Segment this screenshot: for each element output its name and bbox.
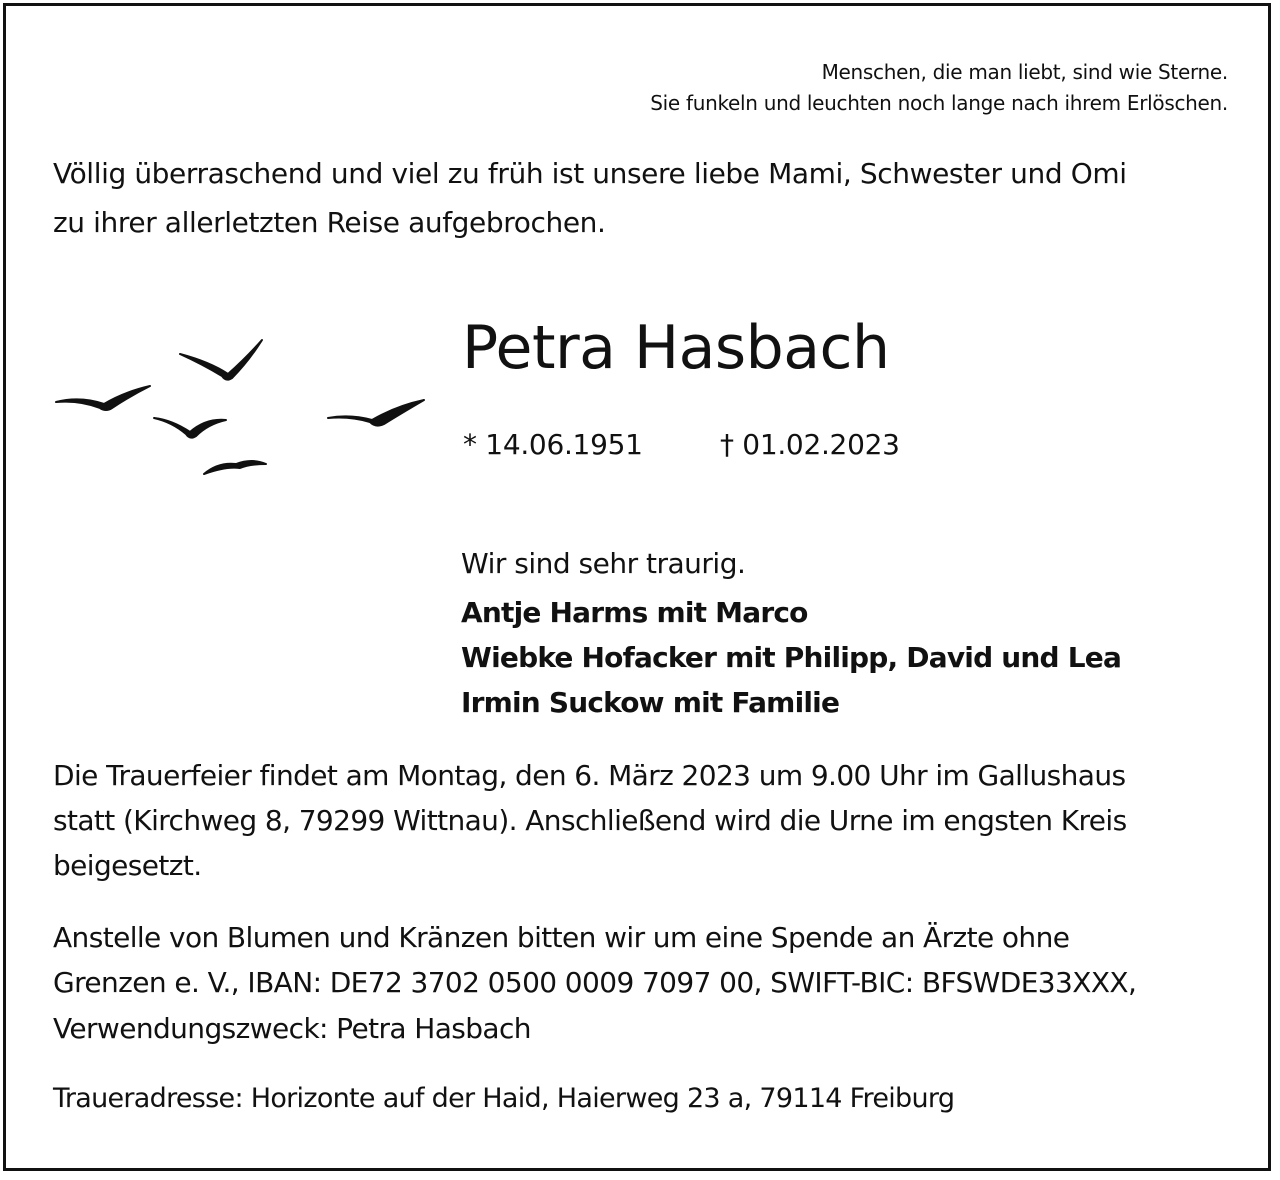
flying-birds-icon	[50, 330, 440, 490]
mourning-statement: Wir sind sehr traurig.	[461, 547, 746, 580]
intro-line: Völlig überraschend und viel zu früh ist unsere liebe Mami, Schwester und Omi	[53, 157, 1127, 190]
mourner-name: Antje Harms mit Marco	[461, 596, 808, 629]
motto-line: Menschen, die man liebt, sind wie Sterne.	[821, 60, 1228, 84]
donation-info-line: Anstelle von Blumen und Kränzen bitten wir um eine Spende an Ärzte ohne	[53, 921, 1070, 954]
intro-line: zu ihrer allerletzten Reise aufgebrochen.	[53, 206, 606, 239]
donation-info-line: Verwendungszweck: Petra Hasbach	[53, 1012, 531, 1045]
deceased-name: Petra Hasbach	[462, 313, 890, 383]
funeral-info-line: statt (Kirchweg 8, 79299 Wittnau). Anschließend wird die Urne im engsten Kreis	[53, 804, 1127, 837]
motto-line: Sie funkeln und leuchten noch lange nach ihrem Erlöschen.	[650, 91, 1228, 115]
birth-date: * 14.06.1951	[463, 428, 643, 461]
death-date: † 01.02.2023	[720, 428, 900, 461]
funeral-info-line: Die Trauerfeier findet am Montag, den 6. März 2023 um 9.00 Uhr im Gallushaus	[53, 759, 1126, 792]
mourner-name: Wiebke Hofacker mit Philipp, David und Lea	[461, 641, 1122, 674]
mourning-address: Traueradresse: Horizonte auf der Haid, Haierweg 23 a, 79114 Freiburg	[53, 1083, 955, 1114]
donation-info-line: Grenzen e. V., IBAN: DE72 3702 0500 0009 7097 00, SWIFT-BIC: BFSWDE33XXX,	[53, 966, 1137, 999]
funeral-info-line: beigesetzt.	[53, 849, 202, 882]
mourner-name: Irmin Suckow mit Familie	[461, 686, 840, 719]
